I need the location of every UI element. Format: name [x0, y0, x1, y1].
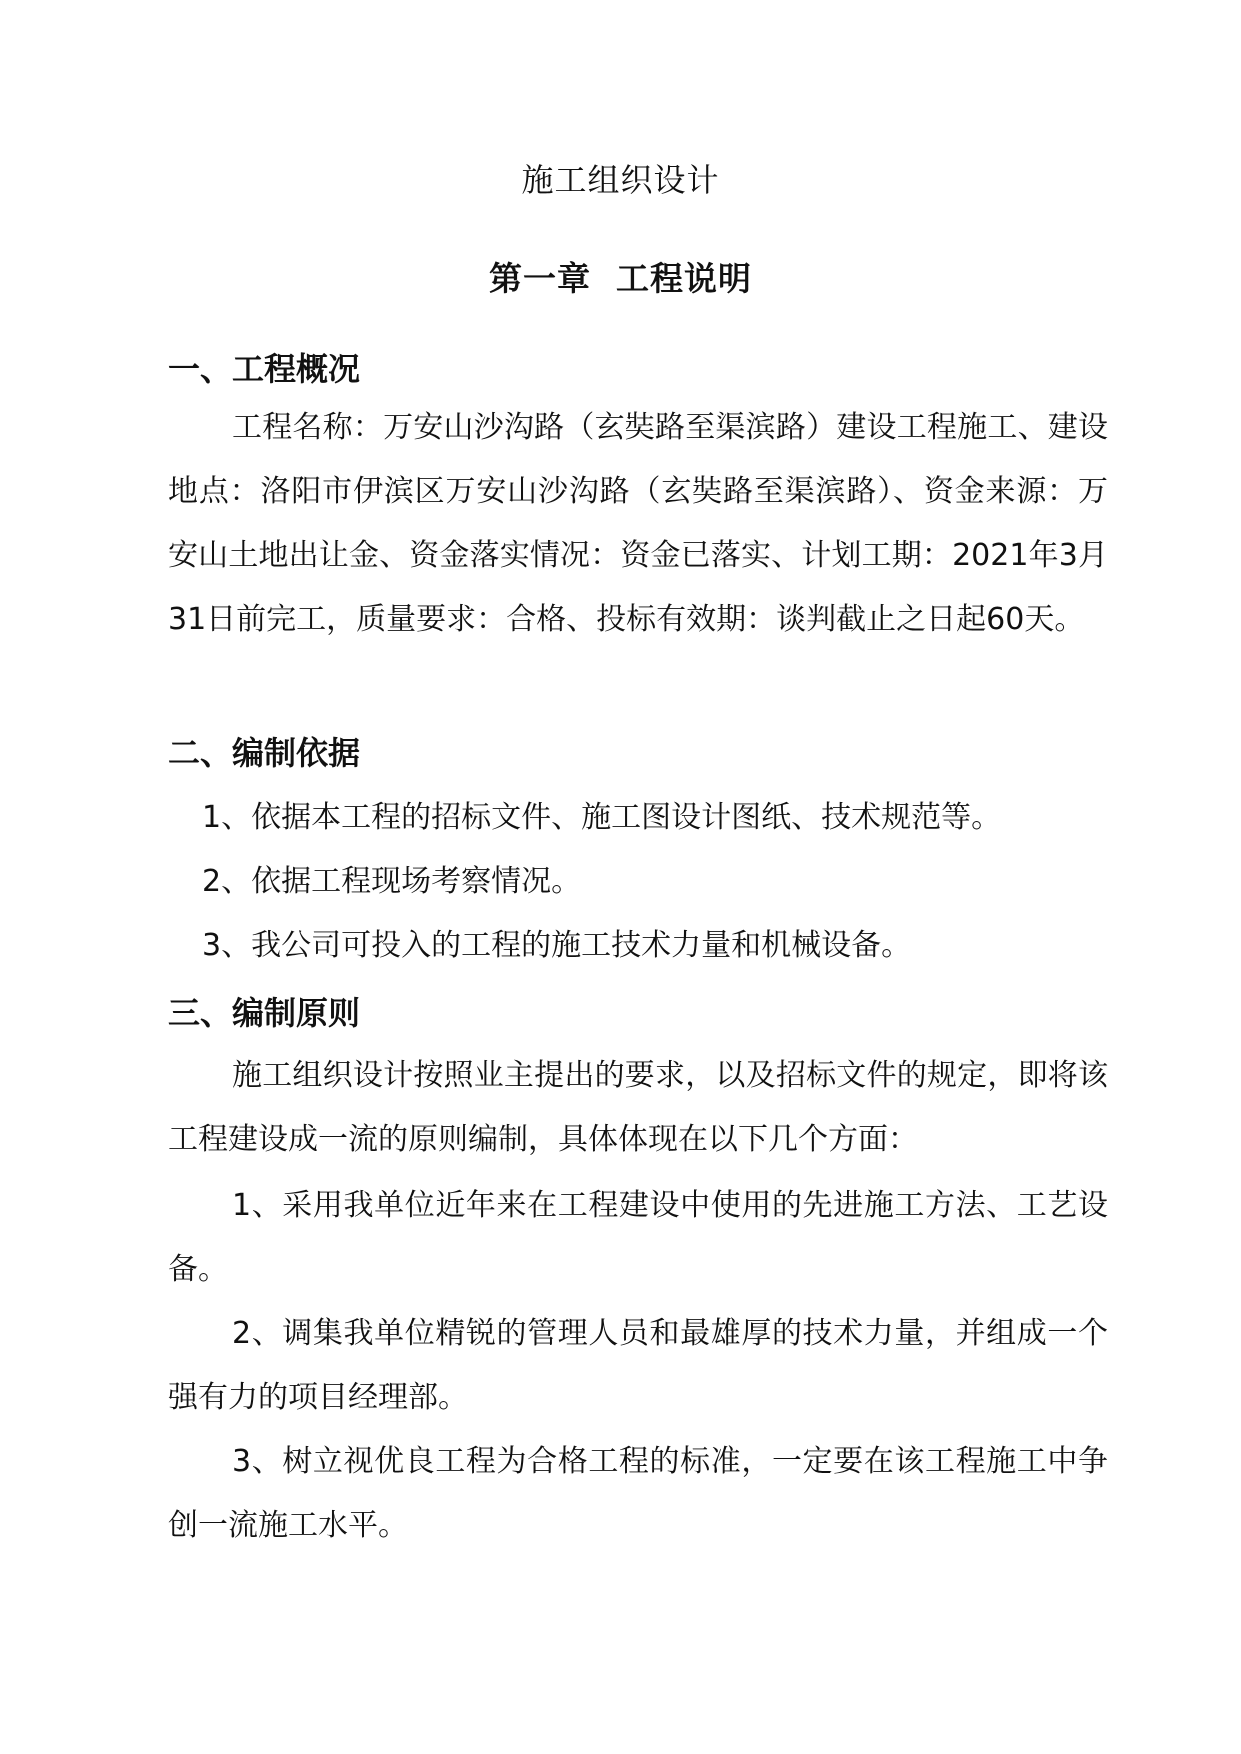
basis-item: 3、我公司可投入的工程的施工技术力量和机械设备。: [202, 928, 912, 963]
principles-intro: 施工组织设计按照业主提出的要求，以及招标文件的规定，即将该工程建设成一流的原则编制，具体体现在以下几个方面：: [168, 1058, 1108, 1157]
section-heading-basis: 二、编制依据: [168, 734, 361, 772]
section-heading-principles: 三、编制原则: [168, 994, 361, 1032]
principle-point: 2、调集我单位精锐的管理人员和最雄厚的技术力量，并组成一个强有力的项目经理部。: [168, 1316, 1108, 1415]
principle-point: 3、树立视优良工程为合格工程的标准，一定要在该工程施工中争创一流施工水平。: [168, 1444, 1108, 1543]
chapter-title: 第一章 工程说明: [489, 259, 752, 298]
basis-item: 1、依据本工程的招标文件、施工图设计图纸、技术规范等。: [202, 800, 1002, 835]
document-title: 施工组织设计: [521, 161, 720, 199]
basis-item: 2、依据工程现场考察情况。: [202, 864, 582, 899]
principle-point: 1、采用我单位近年来在工程建设中使用的先进施工方法、工艺设备。: [168, 1188, 1108, 1287]
section-heading-overview: 一、工程概况: [168, 350, 361, 388]
overview-paragraph: 工程名称：万安山沙沟路（玄奘路至渠滨路）建设工程施工、建设地点：洛阳市伊滨区万安山沙沟路（玄奘路至渠滨路）、资金来源：万安山土地出让金、资金落实情况：资金已落实、计划工期：2021年3月31日前完工，质量要求：合格、投标有效期：谈判截止之日起60天。: [168, 410, 1108, 637]
